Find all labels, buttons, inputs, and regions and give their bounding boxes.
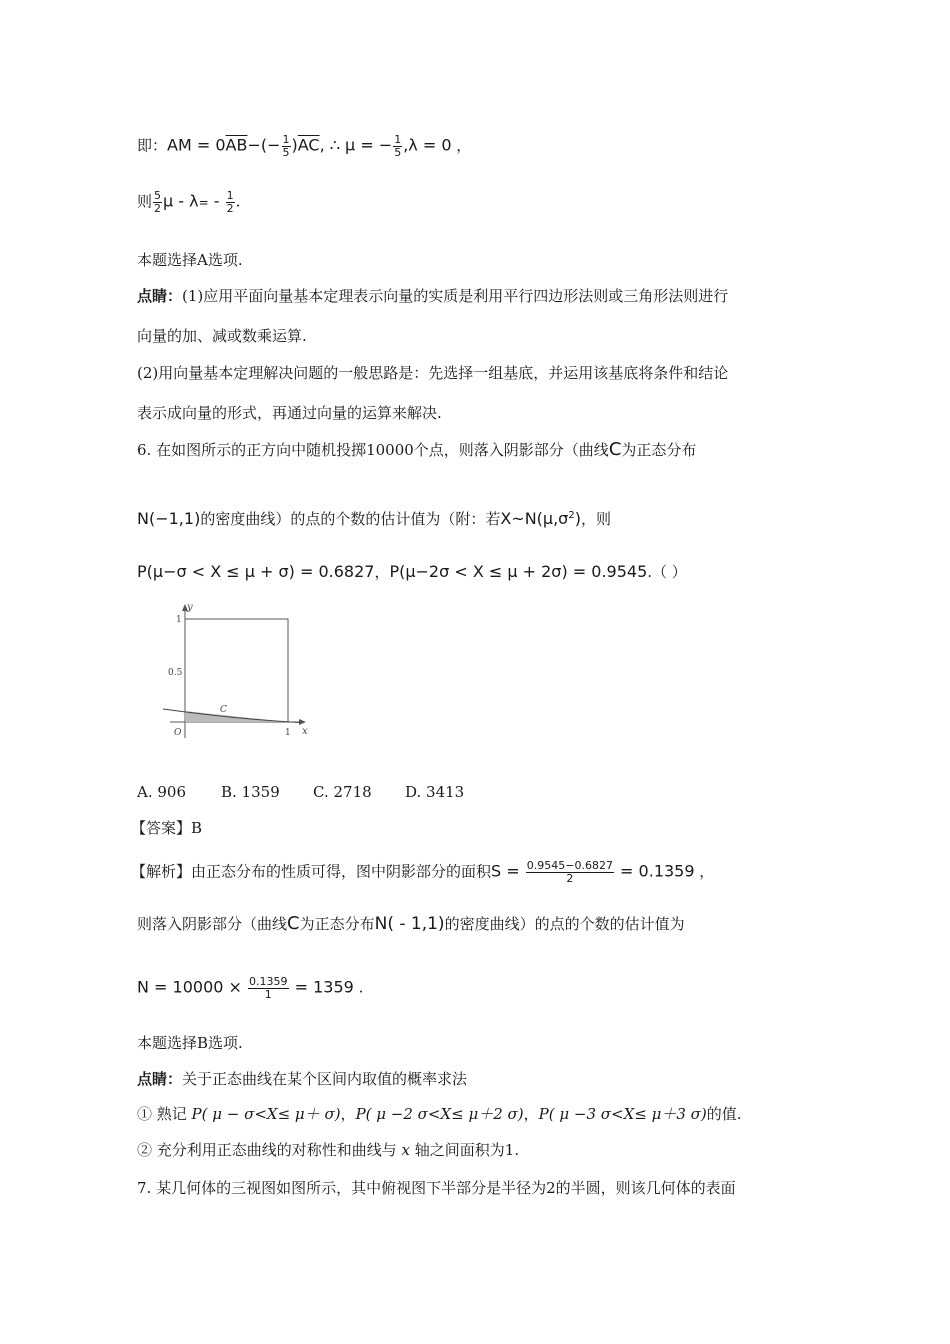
select-option-a-line: 本题选择A选项.	[137, 251, 243, 269]
tip-label: 点睛：	[137, 287, 183, 305]
text-prefix: 则	[137, 192, 153, 211]
x-variable: x	[401, 1141, 411, 1159]
text: ，	[374, 563, 390, 581]
text: ，	[523, 1105, 539, 1123]
y-tick-05: 0.5	[168, 668, 183, 678]
fraction-one-fifth-2	[393, 134, 402, 159]
y-tick-1: 1	[176, 615, 182, 625]
unit-square	[185, 619, 288, 722]
numerator: 0.1359	[249, 975, 288, 988]
numerator: 1	[226, 189, 234, 202]
fraction-one-fifth	[282, 134, 291, 159]
tip2-line-2	[137, 1104, 742, 1124]
numerator: 1	[394, 133, 402, 146]
question-7-line: 7. 某几何体的三视图如图所示，其中俯视图下半部分是半径为2的半圆，则该几何体的表面	[137, 1179, 736, 1197]
text-end: .	[235, 192, 241, 211]
tip-line-1	[137, 286, 728, 306]
math-lambda: ,λ = 0	[403, 135, 452, 155]
normal-curve-figure	[160, 600, 320, 740]
x-axis-label: x	[302, 726, 308, 737]
text-prefix: 即：	[137, 136, 168, 155]
math-eq: =	[198, 195, 209, 210]
math-prob-1: P(μ−σ < X ≤ μ + σ) = 0.6827	[137, 562, 375, 581]
text: .	[353, 978, 364, 997]
fraction-n	[248, 976, 289, 1001]
text: 6. 在如图所示的正方向中随机投掷10000个点，则落入阴影部分（曲线	[137, 441, 609, 459]
math-s: S =	[491, 861, 525, 881]
solution-line-vector	[137, 134, 471, 159]
x-tick-1: 1	[285, 728, 291, 738]
x-arrow-icon	[299, 719, 306, 725]
text: ① 熟记	[137, 1105, 192, 1123]
choices-row	[137, 782, 464, 802]
question-6-line-1	[137, 440, 696, 460]
text: 轴之间面积为1.	[410, 1141, 520, 1159]
curve-label: C	[220, 705, 227, 715]
denominator: 2	[566, 872, 574, 885]
answer-line: 【答案】B	[131, 819, 203, 837]
tip-label: 点睛：	[137, 1070, 183, 1088]
text: ，	[340, 1105, 356, 1123]
math-c: C	[287, 913, 300, 934]
denominator: 1	[264, 988, 272, 1001]
analysis-label: 【解析】	[131, 862, 192, 881]
math-n: N = 10000 ×	[137, 977, 248, 997]
analysis-line	[131, 860, 714, 885]
math-n-result: = 1359	[289, 977, 354, 997]
denominator: 5	[282, 146, 290, 159]
shadow-line	[137, 914, 685, 934]
solution-line-result	[137, 190, 240, 215]
math-normal: N( - 1,1)	[374, 914, 445, 934]
math-normal: N(−1,1)	[137, 509, 201, 528]
text: ② 充分利用正态曲线的对称性和曲线与	[137, 1141, 402, 1159]
denominator: 2	[226, 202, 234, 215]
math-sup: 2	[568, 510, 575, 521]
denominator: 2	[154, 202, 162, 215]
math-x-dist: X~N(μ,σ	[500, 509, 569, 528]
prob-2: P( μ −2 σ<X≤ μ＋2 σ)	[355, 1105, 524, 1123]
tip-line-2: 向量的加、减或数乘运算.	[137, 327, 307, 345]
tip-text: 关于正态曲线在某个区间内取值的概率求法	[182, 1070, 468, 1088]
tip2-line-3	[137, 1140, 519, 1160]
choice-d: D. 3413	[405, 783, 465, 801]
tip-line-4: 表示成向量的形式，再通过向量的运算来解决.	[137, 404, 442, 422]
math-result: = 0.1359	[614, 861, 695, 881]
text: ，则	[580, 510, 611, 528]
tip-line-3: (2)用向量基本定理解决问题的一般思路是：先选择一组基底，并运用该基底将条件和结论	[137, 364, 729, 382]
math-am: AM = 0	[167, 135, 226, 155]
text: 由正态分布的性质可得，图中阴影部分的面积	[191, 862, 492, 881]
choice-a: A. 906	[137, 783, 186, 801]
fraction-area	[526, 860, 614, 885]
prob-3: P( μ −3 σ<X≤ μ＋3 σ)	[538, 1105, 707, 1123]
text: 为正态分布	[299, 915, 375, 933]
text: 则落入阴影部分（曲线	[137, 915, 288, 933]
text: 为正态分布	[621, 441, 697, 459]
question-6-line-3	[137, 562, 687, 582]
text: ，	[694, 862, 715, 881]
origin-label: O	[174, 728, 182, 738]
math-vector-ab: $\overline{AB}$	[225, 135, 248, 155]
math-vector-ac: $\overline{AC}$	[297, 135, 320, 155]
text: .（ ）	[647, 563, 687, 581]
math-c: C	[608, 439, 622, 460]
fraction-five-halves	[153, 190, 162, 215]
numerator: 5	[154, 189, 162, 202]
math-mu: , ∴ μ = −	[319, 135, 393, 155]
numerator: 1	[282, 133, 290, 146]
numerator: 0.9545−0.6827	[526, 859, 613, 872]
text: 的密度曲线）的点的个数的估计值为	[444, 915, 685, 933]
math-part: )	[291, 135, 298, 155]
n-estimate-line	[137, 976, 363, 1001]
denominator: 5	[394, 146, 402, 159]
question-6-line-2	[137, 506, 611, 529]
prob-1: P( μ − σ<X≤ μ＋ σ)	[191, 1105, 341, 1123]
text-suffix: ，	[451, 136, 472, 155]
text: 的密度曲线）的点的个数的估计值为（附：若	[200, 510, 501, 528]
choice-c: C. 2718	[313, 783, 372, 801]
tip2-line-1	[137, 1069, 467, 1089]
y-axis-label: y	[187, 602, 193, 613]
math-prob-2: P(μ−2σ < X ≤ μ + 2σ) = 0.9545	[389, 562, 648, 581]
text: 的值.	[706, 1105, 742, 1123]
fraction-one-half	[226, 190, 235, 215]
tip-text: (1)应用平面向量基本定理表示向量的实质是利用平行四边形法则或三角形法则进行	[182, 287, 729, 305]
math-paren: )	[574, 509, 581, 528]
math-mu-lambda: μ - λ	[163, 191, 199, 211]
math-minus: -	[208, 191, 225, 211]
math-part: −(−	[247, 135, 281, 155]
choice-b: B. 1359	[221, 783, 280, 801]
select-option-b-line: 本题选择B选项.	[137, 1034, 243, 1052]
